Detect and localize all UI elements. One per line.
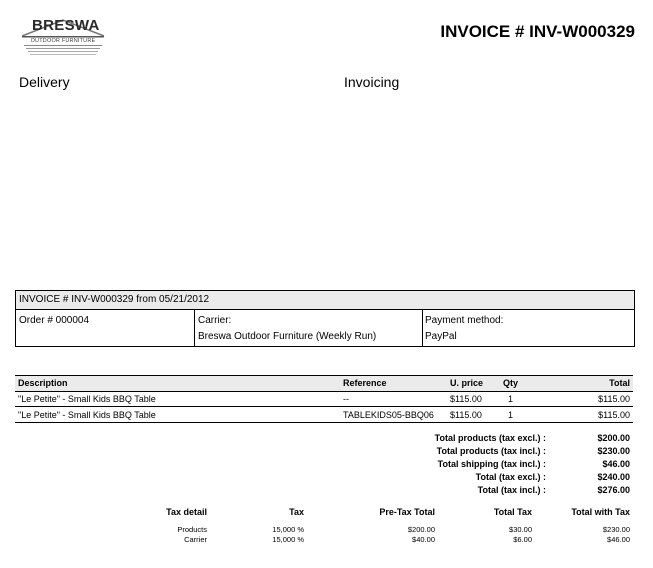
products-table-header [15,375,633,392]
tax-col-total-with-tax: Total with Tax [571,507,630,517]
tax-col-total-tax: Total Tax [493,507,532,517]
row-divider [15,422,633,423]
payment-label: Payment method: [425,315,504,326]
tax-col-detail: Tax detail [166,507,207,517]
order-number: Order # 000004 [19,315,90,326]
summary-heading: INVOICE # INV-W000329 from 05/21/2012 [19,294,210,305]
row-total: $115.00 [598,410,630,420]
total-label: Total (tax excl.) : [475,472,546,482]
col-unit-price: U. price [450,378,484,388]
total-value: $276.00 [597,485,630,495]
delivery-label: Delivery [19,74,70,90]
logo-tagline: OUTDOOR FURNITURE [30,38,96,44]
tax-row-rate: 15,000 % [272,535,304,544]
total-value: $46.00 [602,459,630,469]
logo-name: BRESWA [32,17,100,34]
tax-row-detail: Carrier [184,535,207,544]
invoice-summary-box [15,290,635,347]
tax-row-total-with-tax: $230.00 [602,525,630,534]
total-label: Total shipping (tax incl.) : [437,459,546,469]
tax-row-pretax: $200.00 [407,525,435,534]
tax-row-pretax: $40.00 [412,535,435,544]
total-label: Total products (tax incl.) : [436,446,546,456]
total-value: $240.00 [597,472,630,482]
tax-col-pretax: Pre-Tax Total [379,507,435,517]
company-logo [20,14,106,56]
invoice-title: INVOICE # INV-W000329 [440,22,635,41]
row-qty: 1 [508,410,514,420]
tax-row-total-tax: $30.00 [509,525,532,534]
carrier-value: Breswa Outdoor Furniture (Weekly Run) [198,331,377,342]
row-divider [15,406,633,407]
row-description: "Le Petite" - Small Kids BBQ Table [18,410,156,420]
row-qty: 1 [508,394,514,404]
col-qty: Qty [503,378,519,388]
tax-row-total-tax: $6.00 [513,535,532,544]
tax-row-detail: Products [177,525,207,534]
tax-row-total-with-tax: $46.00 [607,535,630,544]
col-description: Description [18,378,68,388]
divider [194,310,195,346]
summary-header [16,291,634,310]
col-reference: Reference [343,378,387,388]
tax-row-rate: 15,000 % [272,525,304,534]
total-label: Total products (tax excl.) : [434,433,546,443]
row-unit-price: $115.00 [450,394,482,404]
row-description: "Le Petite" - Small Kids BBQ Table [18,394,156,404]
tax-col-tax: Tax [289,507,304,517]
carrier-label: Carrier: [198,315,232,326]
payment-value: PayPal [425,331,457,342]
total-value: $200.00 [597,433,630,443]
total-label: Total (tax incl.) : [477,485,546,495]
row-total: $115.00 [598,394,630,404]
total-value: $230.00 [597,446,630,456]
invoicing-label: Invoicing [344,74,400,90]
row-reference: TABLEKIDS05-BBQ06 [343,410,434,420]
divider [422,310,423,346]
col-total: Total [609,378,630,388]
row-reference: -- [343,394,349,404]
row-unit-price: $115.00 [450,410,482,420]
